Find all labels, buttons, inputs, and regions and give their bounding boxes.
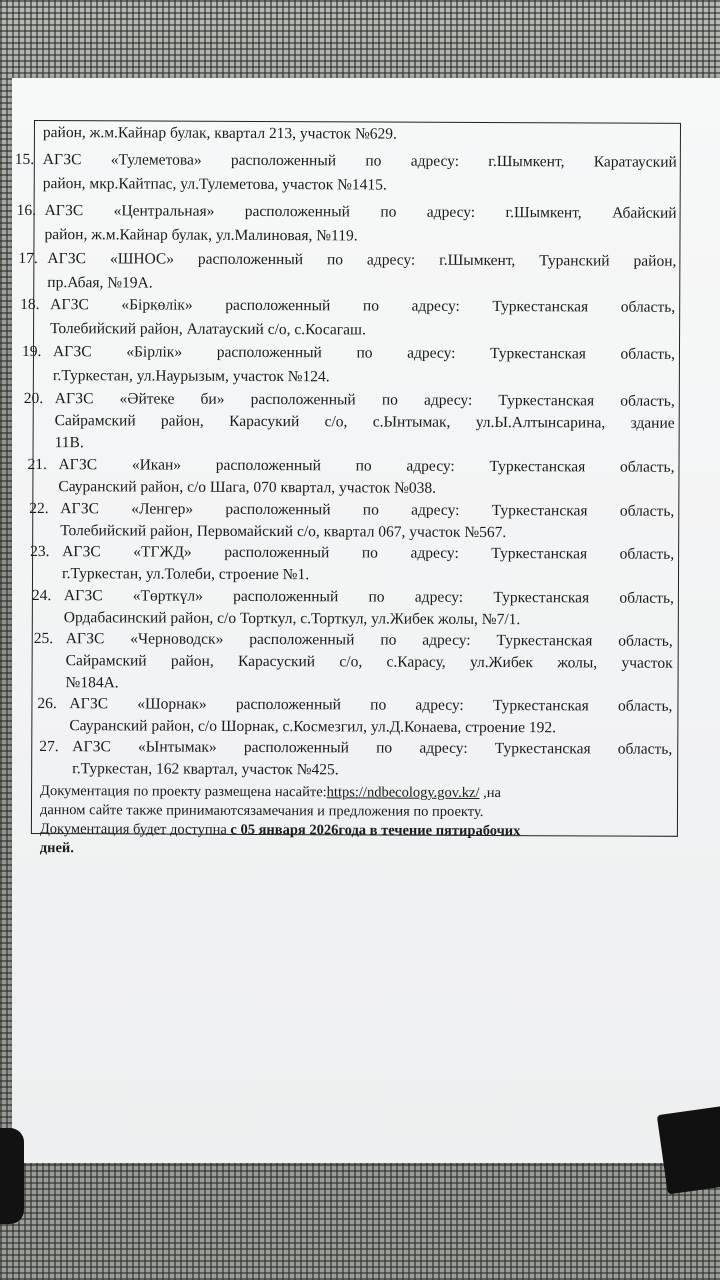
item-line: Сайрамский район, Карасукий с/о, с.Ынтымак, ул.Ы.Алтынсарина, здание bbox=[54, 412, 675, 432]
item-number: 27. bbox=[39, 738, 59, 756]
item-line: АГЗС «Черноводск» расположенный по адресу: Туркестанская область, bbox=[65, 630, 673, 650]
footer-line-2: данном сайте также принимаютсязамечания и предложения по проекту. bbox=[39, 802, 484, 820]
item-line: Ордабасинский район, с/о Торткул, с.Торткул, ул.Жибек жолы, №7/1. bbox=[63, 609, 521, 629]
item-line: АГЗС «Әйтеке би» расположенный по адресу: Туркестанская область, bbox=[54, 390, 675, 410]
item-number: 18. bbox=[20, 295, 40, 314]
item-number: 25. bbox=[33, 630, 54, 648]
item-line: АГЗС «Ынтымак» расположенный по адресу: Туркестанская область, bbox=[72, 738, 673, 758]
footer-line-1 bbox=[40, 782, 501, 803]
item-line: АГЗС «Бірлік» расположенный по адресу: Туркестанская область, bbox=[52, 343, 676, 363]
item-line: Сауранский район, с/о Шорнак, с.Космезгил, ул.Д.Конаева, строение 192. bbox=[69, 717, 557, 737]
website-link[interactable]: https://ndbecology.gov.kz/ bbox=[326, 784, 480, 801]
footer-bold-text: с 05 января 2026года в течение пятирабочих bbox=[230, 821, 521, 840]
footer-bold-text: дней. bbox=[39, 840, 74, 857]
item-number: 17. bbox=[18, 249, 38, 268]
item-line: №184А. bbox=[65, 674, 119, 692]
item-number: 26. bbox=[37, 695, 57, 713]
item-number: 19. bbox=[21, 342, 42, 361]
item-line: 11В. bbox=[54, 434, 84, 452]
item-line: АГЗС «ТГЖД» расположенный по адресу: Туркестанская область, bbox=[62, 543, 675, 563]
item-line: район, ж.м.Кайнар булак, ул.Малиновая, №119. bbox=[44, 226, 358, 245]
footer-text: ,на bbox=[479, 784, 501, 802]
item-number: 16. bbox=[16, 201, 37, 220]
item-number: 20. bbox=[23, 389, 44, 408]
item-line: АГЗС «Ленгер» расположенный по адресу: Туркестанская область, bbox=[60, 500, 675, 520]
black-tape-right bbox=[657, 1106, 720, 1195]
black-tape-left bbox=[0, 1128, 24, 1224]
item-line: АГЗС «Икан» расположенный по адресу: Туркестанская область, bbox=[58, 456, 675, 476]
item-number: 22. bbox=[29, 499, 49, 518]
item-line: район, мкр.Кайтпас, ул.Тулеметова, участок №1415. bbox=[42, 175, 387, 194]
item-line: Толебийский район, Алатауский с/о, с.Косагаш. bbox=[50, 320, 366, 339]
item-line: Толебийский район, Первомайский с/о, квартал 067, участок №567. bbox=[60, 522, 507, 542]
footer-line-4 bbox=[40, 839, 74, 858]
footer-text: Документация будет доступна bbox=[39, 821, 231, 838]
item-number: 23. bbox=[30, 542, 50, 561]
item-line: АГЗС «ШНОС» расположенный по адресу: г.Шымкент, Туранский район, bbox=[47, 250, 677, 270]
item-line: АГЗС «Шорнак» расположенный по адресу: Туркестанская область, bbox=[69, 695, 673, 715]
item-number: 21. bbox=[27, 455, 47, 474]
item-line: Сайрамский район, Карасуский с/о, с.Карасу, ул.Жибек жолы, участок bbox=[65, 652, 673, 672]
document-text-box bbox=[14, 120, 681, 857]
footer-text: Документация по проекту размещена насайте: bbox=[40, 783, 327, 801]
item-line: Сауранский район, с/о Шага, 070 квартал, участок №038. bbox=[58, 478, 437, 497]
item-number: 24. bbox=[31, 586, 52, 605]
item-line: г.Туркестан, ул.Наурызым, участок №124. bbox=[52, 367, 330, 386]
item-line: АГЗС «Центральная» расположенный по адресу: г.Шымкент, Абайский bbox=[44, 202, 677, 222]
item-14-line-2: район, ж.м.Кайнар булак, квартал 213, участок №629. bbox=[42, 124, 397, 143]
item-line: АГЗС «Біркөлік» расположенный по адресу: Туркестанская область, bbox=[50, 296, 676, 316]
item-line: АГЗС «Төрткүл» расположенный по адресу: Туркестанская область, bbox=[63, 587, 674, 607]
item-line: г.Туркестан, 162 квартал, участок №425. bbox=[72, 760, 339, 779]
item-line: пр.Абая, №19А. bbox=[47, 274, 153, 292]
item-line: АГЗС «Тулеметова» расположенный по адресу: г.Шымкент, Каратауский bbox=[42, 151, 677, 171]
item-line: г.Туркестан, ул.Толеби, строение №1. bbox=[61, 565, 310, 584]
footer-line-3 bbox=[40, 820, 521, 841]
item-number: 15. bbox=[14, 150, 35, 169]
